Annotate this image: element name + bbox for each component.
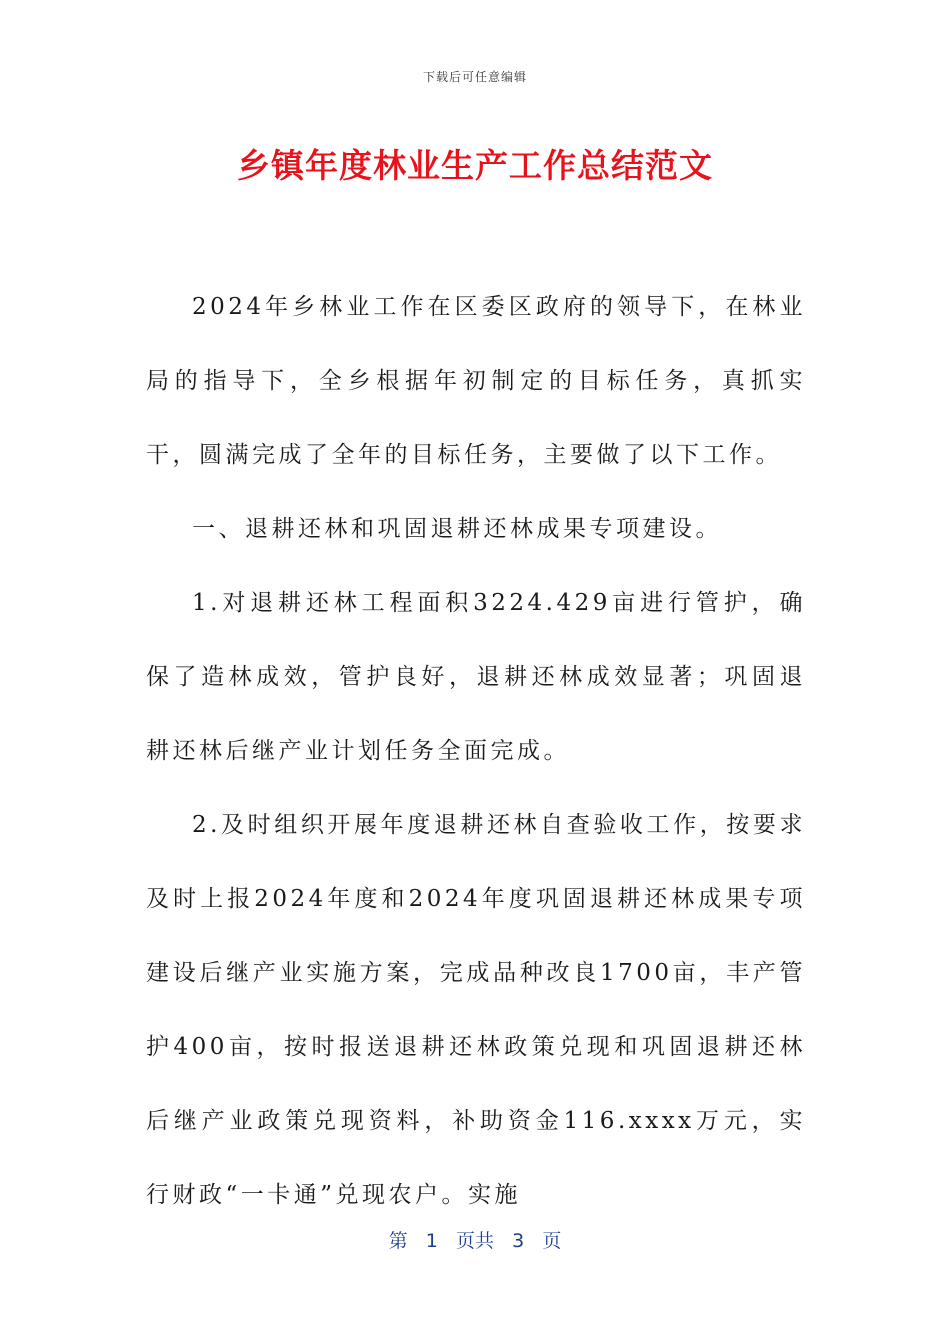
- page-label-pre: 第: [388, 1230, 408, 1252]
- paragraph-section-heading: 一、退耕还林和巩固退耕还林成果专项建设。: [192, 516, 722, 542]
- page-footer: [0, 1226, 950, 1253]
- header-note: 下载后可任意编辑: [422, 70, 527, 84]
- paragraph-item-2: 2.及时组织开展年度退耕还林自查验收工作，按要求及时上报2024年度和2024年度巩固退耕还林成果专项建设后继产业实施方案，完成品种改良1700亩，丰产管护400亩，按时报送退耕还林政策兑现和巩固退耕还林后继产业政策兑现资料，补助资金116.xxxx万元，实行财政“一卡通”兑现农户。实施: [146, 812, 806, 1208]
- document-body: [146, 270, 806, 1232]
- page-label-mid: 页共: [455, 1230, 494, 1252]
- current-page-number: 1: [425, 1230, 438, 1252]
- total-pages-number: 3: [512, 1230, 525, 1252]
- paragraph-item-1: 1.对退耕还林工程面积3224.429亩进行管护，确保了造林成效，管护良好，退耕还林成效显著；巩固退耕还林后继产业计划任务全面完成。: [146, 590, 806, 764]
- page-label-post: 页: [542, 1230, 562, 1252]
- paragraph-intro: 2024年乡林业工作在区委区政府的领导下，在林业局的指导下，全乡根据年初制定的目标任务，真抓实干，圆满完成了全年的目标任务，主要做了以下工作。: [146, 294, 806, 468]
- document-title: 乡镇年度林业生产工作总结范文: [237, 146, 713, 185]
